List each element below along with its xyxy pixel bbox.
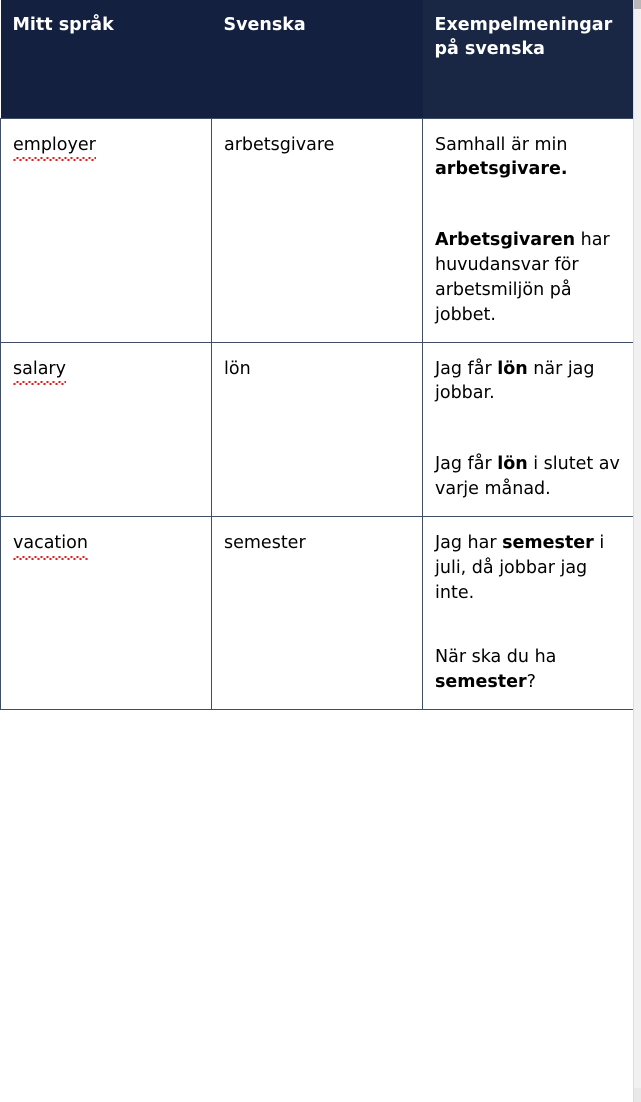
cell-examples [423,516,635,709]
table-row [1,516,635,709]
example-sentence [435,531,622,606]
example-sentence [435,357,622,407]
cell-term [1,342,212,516]
sentence-spacer [435,182,622,228]
table-row [1,118,635,342]
column-header-example-sentences: Exempelmeningar på svenska [423,0,635,118]
misspelled-word: salary [13,357,66,382]
sentence-spacer [435,406,622,452]
scrollbar-corner [634,1088,641,1102]
sentence-pre: Jag har [435,532,503,553]
sentence-pre: Jag får [435,358,498,379]
example-sentence [435,645,622,695]
cell-examples [423,342,635,516]
vertical-scrollbar[interactable] [633,0,641,1102]
sentence-keyword: lön [497,454,528,475]
cell-examples [423,118,635,342]
misspelled-word: employer [13,133,96,158]
cell-term [1,516,212,709]
example-sentence [435,452,622,502]
sentence-post: i slutet av varje månad. [435,454,620,500]
sentence-post: har huvudansvar för arbetsmiljön på jobbet. [435,230,610,325]
sentence-post: i juli, då jobbar jag inte. [435,532,605,603]
sentence-keyword: semester [502,532,594,553]
column-header-my-language: Mitt språk [1,0,212,118]
sentence-post: när jag jobbar. [435,358,595,404]
sentence-keyword: semester [435,672,527,693]
sentence-pre: Jag får [435,454,498,475]
example-sentence [435,228,622,327]
cell-swedish: lön [212,342,423,516]
sentence-keyword: Arbetsgivaren [435,230,576,251]
misspelled-word: vacation [13,531,88,556]
cell-swedish: arbetsgivare [212,118,423,342]
sentence-post: ? [526,672,536,693]
sentence-spacer [435,605,622,645]
sentence-pre: När ska du ha [435,647,557,668]
scrollbar-thumb[interactable] [634,0,641,9]
table-header [1,0,635,118]
table-row [1,342,635,516]
example-sentence [435,133,622,183]
column-header-swedish: Svenska [212,0,423,118]
sentence-pre: Samhall är min [435,134,568,155]
table-body [1,118,635,710]
cell-term [1,118,212,342]
table-header-row [1,0,635,118]
sentence-keyword: lön [497,358,528,379]
cell-swedish: semester [212,516,423,709]
sentence-keyword: arbetsgivare. [435,159,568,180]
